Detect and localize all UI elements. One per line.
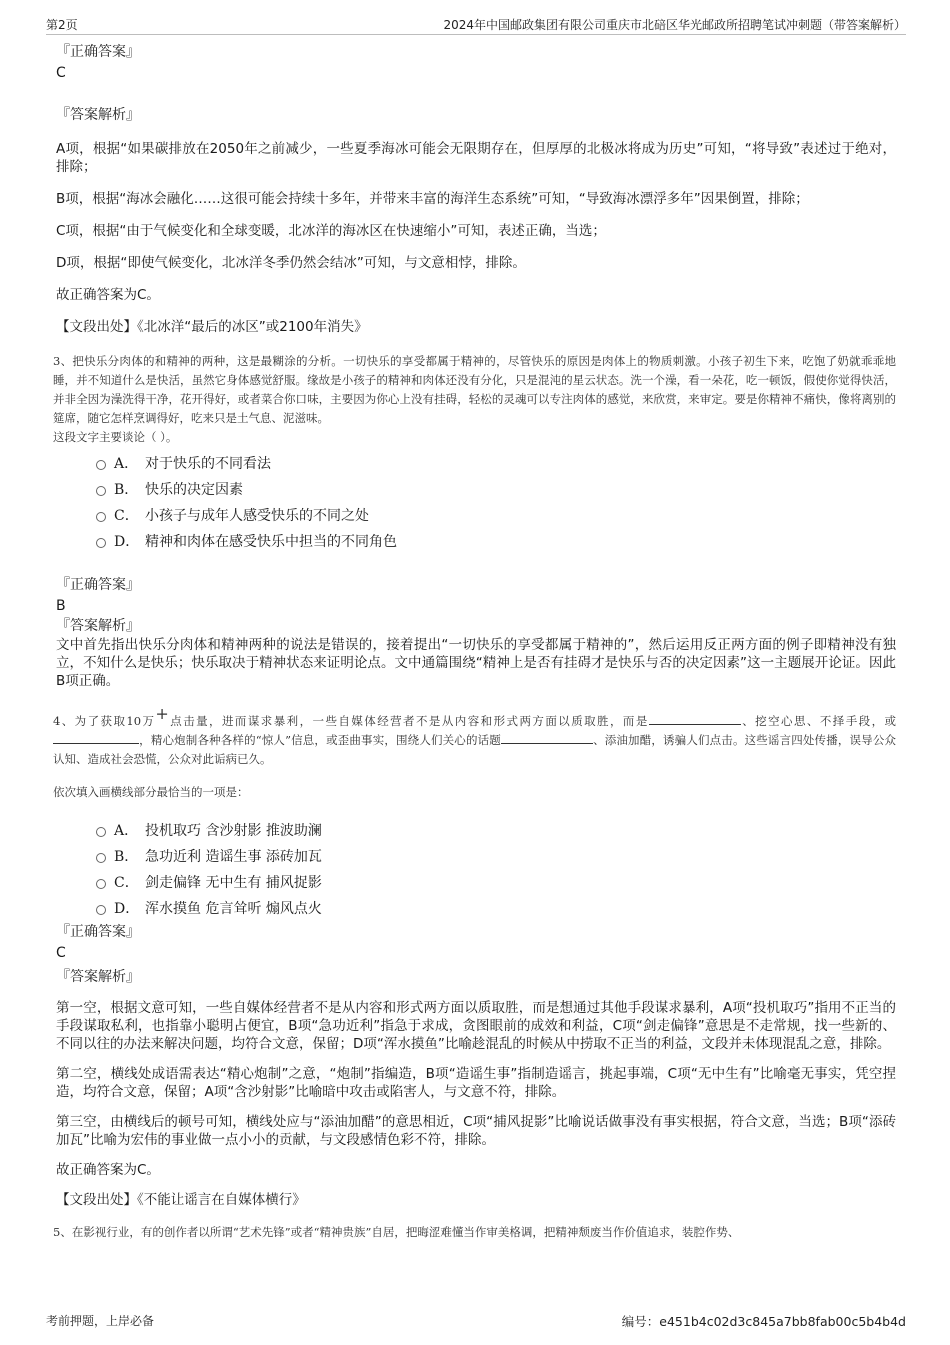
option-a[interactable] — [94, 818, 896, 844]
correct-answer-value: B — [56, 598, 66, 614]
option-text: 急功近利 造谣生事 添砖加瓦 — [145, 849, 322, 865]
option-text: 小孩子与成年人感受快乐的不同之处 — [145, 508, 369, 524]
analysis-paragraph: B项，根据“海冰会融化……这很可能会持续十多年，并带来丰富的海洋生态系统”可知，“导致海冰漂浮多年”因果倒置，排除； — [56, 191, 809, 207]
analysis-label: 『答案解析』 — [56, 969, 140, 985]
option-d[interactable] — [94, 896, 896, 922]
option-letter: A． — [114, 456, 139, 472]
blank-1 — [649, 712, 741, 725]
source-citation: 【文段出处】《北冰洋“最后的冰区”或2100年消失》 — [56, 319, 368, 335]
option-b[interactable] — [94, 477, 896, 503]
radio-icon[interactable] — [96, 460, 106, 470]
blank-2 — [53, 731, 139, 744]
question-prompt: 依次填入画横线部分最恰当的一项是： — [53, 785, 249, 799]
options-list — [94, 451, 896, 555]
correct-answer-value: C — [56, 945, 66, 961]
analysis-label: 『答案解析』 — [56, 618, 140, 634]
blank-3 — [501, 731, 593, 744]
analysis-paragraph: 第二空，横线处成语需表达“精心炮制”之意，“炮制”指编造，B项“造谣生事”指制造谣言，挑起事端，C项“无中生有”比喻毫无事实，凭空捏造，均符合文意，保留；A项“含沙射影”比喻暗中攻击或陷害人，与文意不符，排除。 — [56, 1066, 896, 1100]
option-a[interactable] — [94, 451, 896, 477]
option-letter: B． — [114, 849, 139, 865]
option-text: 投机取巧 含沙射影 推波助澜 — [145, 823, 322, 839]
analysis-conclusion: 故正确答案为C。 — [56, 1162, 160, 1178]
correct-answer-label: 『正确答案』 — [56, 924, 140, 940]
radio-icon[interactable] — [96, 512, 106, 522]
option-d[interactable] — [94, 529, 896, 555]
correct-answer-label: 『正确答案』 — [56, 44, 140, 60]
option-letter: B． — [114, 482, 139, 498]
page-number: 第2页 — [46, 18, 78, 32]
option-text: 剑走偏锋 无中生有 捕风捉影 — [145, 875, 322, 891]
option-b[interactable] — [94, 844, 896, 870]
footer-slogan: 考前押题，上岸必备 — [46, 1314, 155, 1328]
question-stem: 4、为了获取10万+点击量，进而谋求暴利，一些自媒体经营者不是从内容和形式两方面以质取胜，而是 、挖空心思、不择手段，或，精心炮制各种各样的“惊人”信息，或歪曲事实，围绕人们关心的话题 、添油加醋，诱骗人们点击。这些谣言四处传播，误导公众认知、造成社会恐慌，公众对此诟病已久。 — [53, 704, 896, 766]
analysis-paragraph: 第三空，由横线后的顿号可知，横线处应与“添油加醋”的意思相近，C项“捕风捉影”比喻说话做事没有事实根据，符合文意，当选；B项“添砖加瓦”比喻为宏伟的事业做一点小小的贡献，与文段感情色彩不符，排除。 — [56, 1114, 896, 1148]
question-4 — [53, 704, 896, 1209]
radio-icon[interactable] — [96, 905, 106, 915]
analysis-paragraph: 第一空，根据文意可知，一些自媒体经营者不是从内容和形式两方面以质取胜，而是想通过其他手段谋求暴利，A项“投机取巧”指用不正当的手段谋取私利，也指靠小聪明占便宜，B项“急功近利”指急于求成，贪图眼前的成效和利益，C项“剑走偏锋”意思是不走常规，找一些新的、不同以往的办法来解决问题，均符合文意，保留；D项“浑水摸鱼”比喻趁混乱的时候从中捞取不正当的利益，文段并未体现混乱之意，排除。 — [56, 1000, 896, 1052]
document-id: 编号：e451b4c02d3c845a7bb8fab00c5b4b4d — [621, 1314, 906, 1329]
radio-icon[interactable] — [96, 538, 106, 548]
analysis-label: 『答案解析』 — [56, 107, 140, 123]
correct-answer-value: C — [56, 65, 66, 81]
question-5 — [53, 1223, 896, 1242]
option-letter: C． — [114, 875, 139, 891]
option-letter: D． — [114, 901, 140, 917]
analysis-paragraph: C项，根据“由于气候变化和全球变暖，北冰洋的海冰区在快速缩小”可知，表述正确，当选； — [56, 223, 606, 239]
option-text: 快乐的决定因素 — [145, 482, 243, 498]
analysis-paragraph: D项，根据“即使气候变化，北冰洋冬季仍然会结冰”可知，与文意相悖，排除。 — [56, 255, 526, 271]
option-c[interactable] — [94, 870, 896, 896]
question-prompt: 这段文字主要谈论（ ）。 — [53, 430, 178, 444]
options-list — [94, 818, 896, 922]
radio-icon[interactable] — [96, 853, 106, 863]
option-letter: D． — [114, 534, 140, 550]
option-text: 对于快乐的不同看法 — [145, 456, 271, 472]
source-citation: 【文段出处】《不能让谣言在自媒体横行》 — [56, 1192, 306, 1208]
page-header — [46, 14, 906, 35]
radio-icon[interactable] — [96, 486, 106, 496]
radio-icon[interactable] — [96, 879, 106, 889]
option-letter: A． — [114, 823, 139, 839]
analysis-conclusion: 故正确答案为C。 — [56, 287, 160, 303]
option-text: 精神和肉体在感受快乐中担当的不同角色 — [145, 534, 397, 550]
question-stem: 5、在影视行业，有的创作者以所谓“艺术先锋”或者“精神贵族”自居，把晦涩难懂当作审美格调，把精神颓废当作价值追求，装腔作势、 — [53, 1225, 740, 1239]
analysis-paragraph: 文中首先指出快乐分肉体和精神两种的说法是错误的，接着提出“一切快乐的享受都属于精神的”，然后运用反正两方面的例子即精神没有独立，不知什么是快乐；快乐取决于精神状态来证明论点。文中通篇围绕“精神上是否有挂碍才是快乐与否的决定因素”这一主题展开论证。因此B项正确。 — [56, 637, 896, 689]
question-stem: 3、把快乐分肉体的和精神的两种，这是最糊涂的分析。一切快乐的享受都属于精神的，尽管快乐的原因是肉体上的物质刺激。小孩子初生下来，吃饱了奶就乖乖地睡，并不知道什么是快活，虽然它身体感觉舒服。缘故是小孩子的精神和肉体还没有分化，只是混沌的星云状态。洗一个澡，看一朵花，吃一顿饭，假使你觉得快活，并非全因为澡洗得干净，花开得好，或者菜合你口味，主要因为你心上没有挂碍，轻松的灵魂可以专注肉体的感觉，来欣赏，来审定。要是你精神不痛快，像将离别的筵席，随它怎样烹调得好，吃来只是土气息、泥滋味。 — [53, 354, 896, 425]
option-text: 浑水摸鱼 危言耸听 煽风点火 — [145, 901, 322, 917]
option-letter: C． — [114, 508, 139, 524]
page-content — [53, 42, 896, 1242]
radio-icon[interactable] — [96, 827, 106, 837]
option-c[interactable] — [94, 503, 896, 529]
question-3 — [53, 352, 896, 690]
analysis-paragraph: A项，根据“如果碳排放在2050年之前减少，一些夏季海冰可能会无限期存在，但厚厚的北极冰将成为历史”可知，“将导致”表述过于绝对，排除； — [56, 141, 896, 175]
correct-answer-label: 『正确答案』 — [56, 577, 140, 593]
document-title: 2024年中国邮政集团有限公司重庆市北碚区华光邮政所招聘笔试冲刺题（带答案解析） — [443, 18, 906, 32]
question-2-tail — [56, 42, 896, 336]
